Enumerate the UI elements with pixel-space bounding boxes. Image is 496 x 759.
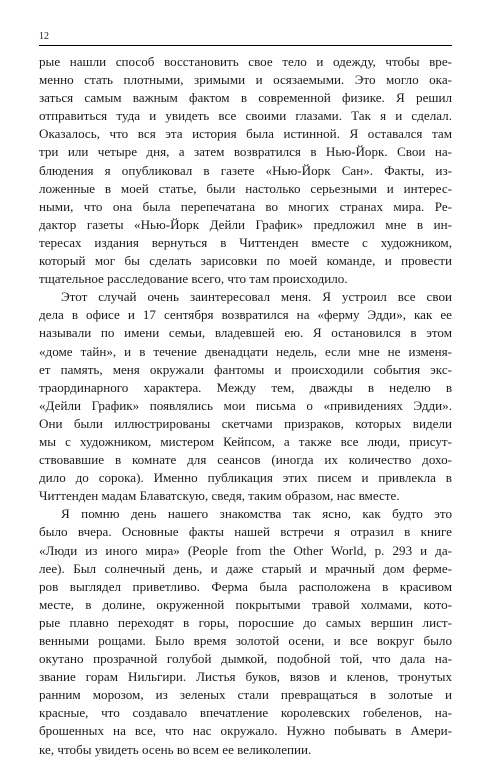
text-line: тщательное расследование всего, что там происходило. (39, 271, 348, 287)
text-line: рые плавно переходят в горы, поросшие до самых вершин лист- (39, 614, 452, 630)
body-text (39, 53, 452, 759)
text-line: ранним морозом, из зеленых стали превращаться в золотые и (39, 687, 452, 703)
text-line: месте, в долине, окруженной покрытыми травой холмами, кото- (39, 596, 452, 612)
text-line: отправиться туда и увидеть все своими глазами. Так я и сделал. (39, 108, 452, 124)
text-line: ке, чтобы увидеть осень во всем ее великолепии. (39, 741, 312, 757)
text-line: венными рощами. Было время золотой осени, и все вокруг было (39, 633, 452, 648)
page-number: 12 (39, 31, 49, 42)
text-line: ров выглядел приветливо. Ферма была расположена в красивом (39, 578, 452, 594)
text-line: ет память, меня окружали фантомы и происходили события экс- (39, 361, 452, 377)
text-line: тересах издания вернуться в Читтенден вместе с художником, (39, 234, 452, 250)
text-line: Они были иллюстрированы скетчами призраков, которых видели (39, 415, 452, 431)
text-line: заться самым важным фактом в современной физике. Я решил (39, 90, 452, 106)
text-line: дило до сорока). Именно публикация этих писем и привлекла в (39, 470, 452, 486)
text-line: траординарного характера. Между тем, дважды в неделю в (39, 379, 452, 395)
text-line: Читтенден мадам Блаватскую, сведя, таким образом, нас вместе. (39, 488, 400, 504)
text-line: рые нашли способ восстановить свое тело и одежду, чтобы вре- (39, 54, 452, 69)
text-line: «Дейли График» появлялись мои письма о «привидениях Эдди». (39, 397, 452, 413)
text-line: дела в офисе и 17 сентября возвратился на «ферму Эдди», как ее (39, 307, 452, 323)
text-line: ложенные в моей статье, были настолько серьезными и интерес- (39, 180, 452, 196)
text-line: три или четыре дня, а затем возвратился в Нью-Йорк. Свои на- (39, 144, 452, 160)
header-rule (39, 45, 452, 46)
text-line: Я помню день нашего знакомства так ясно, как будто это (61, 506, 452, 522)
text-line: красные, что создавало впечатление королевских гобеленов, на- (39, 705, 452, 721)
text-line: ными, что она была перепечатана во многих странах мира. Ре- (39, 198, 452, 214)
text-line: окутано прозрачной голубой дымкой, подобной той, что дала на- (39, 651, 452, 667)
text-line: мы с художником, мистером Кейпсом, а также все люди, присут- (39, 433, 452, 449)
text-line: блюдения я опубликовал в газете «Нью-Йорк Сан». Факты, из- (39, 162, 452, 178)
text-line: было вчера. Основные факты нашей встречи я отразил в книге (39, 524, 452, 540)
text-line: звание горам Нильгири. Листья буков, вязов и кленов, тронутых (39, 669, 452, 685)
text-line: менно стать плотными, зримыми и осязаемыми. Это могло ока- (39, 72, 452, 88)
text-line: Этот случай очень заинтересовал меня. Я устроил все свои (61, 289, 452, 305)
text-line: дактор газеты «Нью-Йорк Дейли График» предложил мне в ин- (39, 216, 452, 232)
text-line: «Люди из иного мира» (People from the Other World, p. 293 и да- (39, 542, 452, 558)
text-line: ствовавшие в комнате для сеансов (иногда их количество дохо- (39, 452, 452, 468)
text-line: называли по имени семьи, владевшей ею. Я остановился в этом (39, 325, 452, 341)
text-line: который мог бы сделать зарисовки по моей команде, и провести (39, 253, 452, 269)
text-line: «доме тайн», и в течение двенадцати недель, если мне не изменя- (39, 343, 452, 359)
text-line: лее). Был солнечный день, и даже старый и мрачный дом ферме- (39, 560, 452, 576)
text-line: брошенных на все, что нас окружало. Нужно побывать в Амери- (39, 723, 452, 739)
text-line: Оказалось, что вся эта история была истинной. Я оставался там (39, 126, 452, 142)
